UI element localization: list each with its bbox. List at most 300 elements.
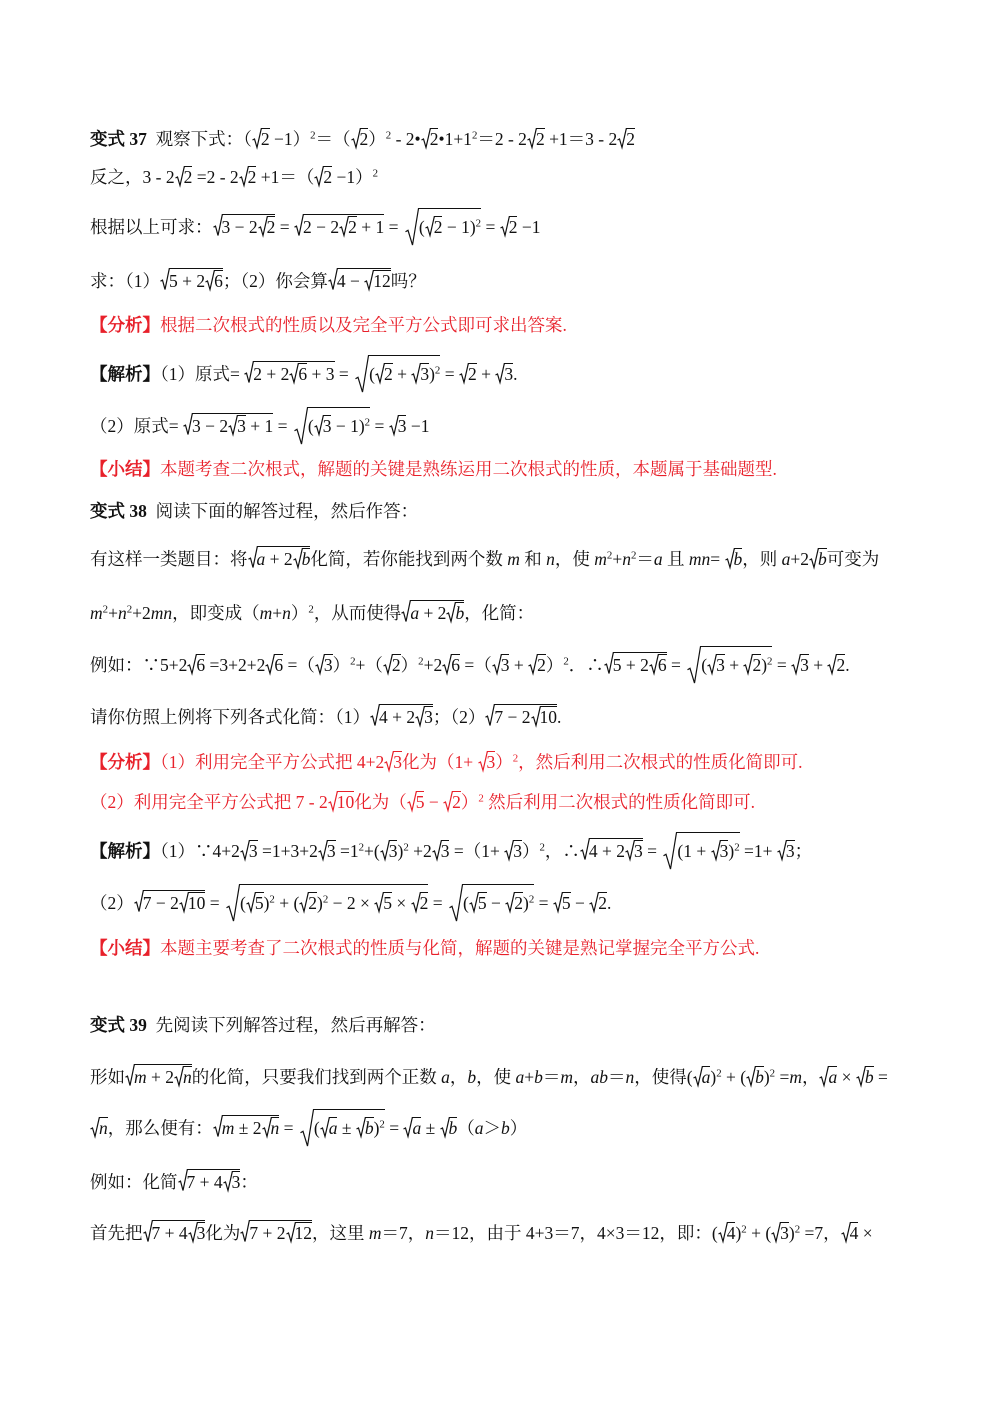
math-variable: a [328, 1118, 338, 1138]
text-run: 2 [419, 893, 429, 913]
radical-sign-icon [469, 892, 479, 912]
problem-38-intro-line1 [90, 547, 879, 571]
square-root-large [355, 364, 440, 384]
square-root [286, 1223, 313, 1243]
text-run: 10 [539, 707, 557, 727]
text-run: 3 [248, 841, 258, 861]
text-run: . [606, 893, 612, 913]
text-run: + ( [274, 893, 300, 913]
radical-sign-icon [228, 415, 238, 435]
math-variable: a [781, 549, 791, 569]
radical-sign-icon [262, 1117, 272, 1137]
text-run: ) [397, 841, 404, 861]
text-run: =1 [335, 841, 359, 861]
radical-sign-icon [442, 654, 452, 674]
square-root [240, 841, 258, 861]
radicand [232, 1171, 241, 1192]
math-variable: b [364, 1118, 374, 1138]
square-root [485, 707, 557, 727]
text-run: （2）原式= [90, 416, 183, 436]
radical-sign-icon [125, 1064, 135, 1086]
square-root [411, 364, 429, 384]
math-variable: m [259, 603, 273, 623]
text-run: 3 [440, 841, 450, 861]
text-run: ± [337, 1118, 356, 1138]
text-run: −1 [406, 416, 430, 436]
text-run: （ [457, 1118, 475, 1138]
radical-sign-icon [707, 654, 717, 674]
radicand [463, 884, 534, 913]
text-run: 7 − 2 [494, 707, 531, 727]
superscript: 2 [512, 752, 519, 765]
radicand [188, 892, 206, 913]
text-run: 2 [308, 893, 318, 913]
text-run: 2 [836, 655, 846, 675]
square-root [771, 1223, 789, 1243]
radicand [240, 884, 428, 913]
radicand [360, 128, 369, 149]
radicand [716, 654, 725, 675]
text-run: ) [763, 1067, 770, 1087]
text-run: = [279, 1118, 298, 1138]
bold-label: 【分析】 [90, 315, 160, 335]
text-run: + [524, 1067, 535, 1087]
radical-sign-icon [293, 548, 303, 568]
square-root [841, 1223, 859, 1243]
square-root [819, 1067, 837, 1087]
text-run: 可变为 [826, 549, 880, 569]
square-root [175, 167, 193, 187]
radical-sign-icon [205, 270, 215, 290]
radicand [329, 1117, 338, 1138]
text-run: ) [429, 364, 435, 384]
text-run: 2 [183, 167, 193, 187]
text-run: ，∴ [544, 841, 580, 861]
radicand [537, 654, 546, 675]
square-root [265, 655, 283, 675]
radical-sign-icon [446, 602, 456, 622]
radical-sign-icon [374, 892, 384, 912]
radicand [410, 600, 464, 623]
radicand [392, 654, 401, 675]
square-root [328, 271, 391, 291]
radical-sign-icon [459, 363, 469, 383]
text-run: 2 [752, 655, 762, 675]
radical-sign-icon [244, 361, 254, 383]
math-variable: m [560, 1067, 574, 1087]
superscript: 2 [269, 893, 275, 906]
text-run: 和 [519, 549, 547, 569]
radical-sign-icon [421, 128, 431, 148]
square-root [693, 1067, 711, 1087]
text-run: 3 [393, 752, 402, 772]
radical-sign-icon [300, 1109, 314, 1147]
square-root [711, 841, 729, 861]
square-root [401, 603, 464, 623]
radicand [828, 1066, 837, 1087]
text-run: − [486, 893, 506, 913]
square-root [239, 167, 257, 187]
square-root [432, 841, 450, 861]
square-root [183, 416, 273, 436]
radicand [701, 646, 772, 675]
radical-sign-icon [265, 654, 275, 674]
text-run: 吗？ [390, 271, 426, 291]
radicand [420, 363, 429, 384]
bold-label: 变式 37 [90, 129, 147, 149]
superscript: 2 [102, 603, 109, 616]
problem-38-analysis-part2 [90, 790, 755, 814]
radicand [452, 791, 461, 812]
text-run: − 1) [442, 217, 476, 237]
square-root [228, 416, 246, 436]
square-root [188, 1223, 206, 1243]
radicand [99, 1117, 108, 1138]
text-run: +1＝3 - 2 [544, 129, 618, 149]
text-run: +1＝（ [256, 167, 315, 187]
text-run: 2 [247, 167, 257, 187]
math-variable: b [301, 549, 311, 569]
square-root [791, 655, 809, 675]
text-run: 2 [348, 217, 357, 237]
radical-sign-icon [183, 413, 193, 435]
radicand [143, 890, 206, 913]
text-run: ) [710, 1067, 717, 1087]
radicand [383, 892, 392, 913]
square-root [411, 893, 429, 913]
square-root-large [449, 893, 534, 913]
text-run: 本题考查二次根式，解题的关键是熟练运用二次根式的性质，本题属于基础题型. [160, 459, 777, 479]
text-run: 化为（ [354, 792, 407, 812]
radicand [255, 892, 264, 913]
text-run: 2 [391, 655, 401, 675]
text-run: 2 [626, 129, 636, 149]
math-variable: a [701, 1067, 711, 1087]
text-run: + [612, 549, 623, 569]
square-root [289, 364, 307, 384]
math-variable: mn [688, 549, 711, 569]
math-variable: a [515, 1067, 525, 1087]
text-run: ，使 [476, 1067, 516, 1087]
radical-sign-icon [827, 654, 837, 674]
superscript: 2 [434, 364, 441, 377]
text-run: 2 [260, 129, 270, 149]
superscript: 2 [322, 893, 329, 906]
superscript: 2 [364, 416, 371, 429]
radical-sign-icon [179, 892, 189, 912]
text-run: ， [573, 1067, 591, 1087]
text-run: ) [761, 655, 768, 675]
superscript: 2 [563, 655, 569, 668]
text-run: = [428, 893, 448, 913]
square-root [421, 129, 439, 149]
bold-label: 【解析】 [90, 364, 160, 384]
square-root [374, 893, 392, 913]
text-run: 10 [187, 893, 206, 913]
text-run: = [666, 655, 686, 675]
math-variable: m [90, 603, 103, 623]
radicand [169, 268, 223, 291]
radical-sign-icon [239, 166, 249, 186]
math-variable: a [653, 549, 663, 569]
text-run: 5 [254, 893, 264, 913]
radical-sign-icon [743, 654, 753, 674]
text-run: 然后利用二次根式的性质化简即可. [483, 792, 755, 812]
text-run: 2 [359, 129, 369, 149]
radicand [134, 1064, 192, 1087]
square-root [500, 217, 518, 237]
square-root [649, 655, 667, 675]
radical-sign-icon [320, 1117, 330, 1137]
radicand [800, 654, 809, 675]
radical-sign-icon [777, 840, 787, 860]
text-run: 且 [662, 549, 689, 569]
radicand [183, 1066, 192, 1087]
problem-38-question [90, 705, 561, 729]
math-variable: m [594, 549, 607, 569]
problem-39-heading [90, 1013, 436, 1037]
problem-39-example-step1 [90, 1221, 873, 1245]
radicand [261, 128, 270, 149]
text-run: − 1) [331, 416, 365, 436]
text-run: ( [369, 364, 375, 384]
problem-37-heading [90, 127, 635, 151]
bold-label: 【分析】 [90, 752, 160, 772]
text-run: 3 [323, 655, 333, 675]
text-run: ，从而使得 [313, 603, 402, 623]
radical-sign-icon [174, 1066, 184, 1086]
radical-sign-icon [432, 840, 442, 860]
radicand [424, 706, 433, 727]
radical-sign-icon [478, 751, 488, 771]
text-run: 本题主要考查了二次根式的性质与化简，解题的关键是熟记掌握完全平方公式. [160, 938, 760, 958]
problem-38-intro-line2 [90, 601, 534, 625]
text-run: 3 [388, 841, 398, 861]
math-variable: b [455, 603, 465, 623]
square-root [443, 792, 461, 812]
radical-sign-icon [90, 1117, 100, 1137]
square-root [425, 217, 443, 237]
square-root [527, 129, 545, 149]
square-root [244, 364, 334, 384]
square-root [389, 416, 407, 436]
radicand [562, 892, 571, 913]
square-root [252, 129, 270, 149]
radicand [398, 415, 407, 436]
superscript: 2 [741, 1223, 747, 1236]
radicand [780, 1222, 789, 1243]
text-run: =1+ [739, 841, 777, 861]
radical-sign-icon [725, 548, 735, 568]
text-run: + 2 [265, 549, 293, 569]
square-root [314, 167, 332, 187]
radical-sign-icon [356, 1117, 366, 1137]
radical-sign-icon [531, 706, 541, 726]
text-run: 3 [513, 841, 522, 861]
radicand [327, 840, 336, 861]
text-run: = [205, 893, 224, 913]
math-variable: b [501, 1118, 510, 1138]
problem-38-analysis-part1 [90, 750, 803, 774]
radicand [248, 166, 257, 187]
radicand [501, 654, 510, 675]
radical-sign-icon [589, 892, 599, 912]
radicand [384, 363, 393, 384]
text-run: ) [728, 841, 735, 861]
text-run: +2 [790, 549, 810, 569]
text-run: 2 [323, 167, 333, 187]
bold-label: 【解析】 [90, 841, 160, 861]
radicand [613, 652, 667, 675]
square-root [299, 893, 317, 913]
text-run: − [424, 792, 444, 812]
math-variable: m [221, 1118, 235, 1138]
superscript: 2 [385, 129, 392, 142]
radical-sign-icon [791, 654, 801, 674]
square-root [777, 841, 795, 861]
square-root [580, 841, 643, 861]
radical-sign-icon [240, 1220, 250, 1242]
square-root [187, 655, 205, 675]
radicand [818, 548, 827, 569]
radicand [222, 214, 276, 237]
radicand [455, 602, 464, 623]
math-variable: b [467, 1067, 477, 1087]
math-variable: m [789, 1067, 802, 1087]
radicand [389, 840, 398, 861]
problem-37-question [90, 269, 426, 293]
text-run: ± 2 [234, 1118, 262, 1138]
square-root [294, 217, 384, 237]
radical-sign-icon [314, 166, 324, 186]
radical-sign-icon [841, 1222, 851, 1242]
text-run: （1）∵4+2 [160, 841, 240, 861]
square-root [383, 655, 401, 675]
square-root [492, 655, 510, 675]
text-run: 5 + 2 [612, 655, 649, 675]
text-run: =2 - 2 [192, 167, 239, 187]
radical-sign-icon [289, 363, 299, 383]
text-run: −1） [332, 167, 373, 187]
radical-sign-icon [411, 892, 421, 912]
problem-38-solution-part2 [90, 891, 611, 915]
text-run: ＝7， [381, 1223, 426, 1243]
superscript: 2 [716, 1067, 722, 1080]
radicand [237, 415, 246, 436]
radicand [337, 268, 391, 291]
radicand [337, 791, 355, 812]
text-run: 7 + 2 [249, 1223, 286, 1243]
text-run: 例如：∵5+2 [90, 655, 188, 675]
radical-sign-icon [375, 363, 385, 383]
square-root [707, 655, 725, 675]
superscript: 2 [379, 1118, 385, 1131]
text-run: + 1 [245, 416, 274, 436]
text-run: 形如 [90, 1067, 125, 1087]
radical-sign-icon [246, 892, 256, 912]
radical-sign-icon [160, 268, 170, 290]
radicand [412, 1117, 421, 1138]
radicand [468, 363, 477, 384]
math-variable: n [282, 603, 291, 623]
text-run: 2 [383, 364, 393, 384]
math-variable: b [733, 549, 743, 569]
square-root [320, 1118, 338, 1138]
radical-sign-icon [213, 214, 223, 236]
radicand [249, 840, 258, 861]
text-run: =（1+ [449, 841, 505, 861]
problem-37-solution-part1 [90, 362, 517, 386]
radical-sign-icon [504, 840, 514, 860]
text-run: 2 [433, 217, 443, 237]
radicand [192, 413, 273, 436]
text-run: 2 − 2 [303, 217, 340, 237]
square-root [364, 271, 391, 291]
problem-38-example [90, 653, 850, 677]
text-run: = [710, 549, 725, 569]
square-root-large [663, 841, 739, 861]
radical-sign-icon [355, 355, 369, 393]
text-run: （1）原式= [160, 364, 245, 384]
radical-sign-icon [449, 884, 463, 922]
text-run: 4 [849, 1223, 859, 1243]
radical-sign-icon [328, 791, 338, 811]
superscript: 2 [418, 655, 424, 668]
radicand [451, 654, 460, 675]
square-root [125, 1067, 192, 1087]
text-run: + ( [746, 1223, 772, 1243]
text-run: ，然后利用二次根式的性质化简即可. [518, 752, 803, 772]
radical-sign-icon [370, 704, 380, 726]
math-variable: mn [150, 603, 173, 623]
text-run: ＝（ [315, 129, 351, 149]
text-run: − 2 × [328, 893, 375, 913]
superscript: 2 [734, 841, 740, 854]
radicand [271, 1117, 280, 1138]
radicand [727, 1222, 736, 1243]
text-run: ＝ [636, 549, 654, 569]
radical-sign-icon [380, 840, 390, 860]
text-run: . [557, 707, 562, 727]
square-root [223, 1172, 241, 1192]
text-run: 例如：化简 [90, 1172, 178, 1192]
text-run: 5 + 2 [169, 271, 206, 291]
text-run: ） [290, 603, 309, 623]
square-root [746, 1067, 764, 1087]
radical-sign-icon [415, 706, 425, 726]
radicand [274, 654, 283, 675]
text-run: +2 [423, 655, 443, 675]
text-run: +（ [355, 655, 383, 675]
radical-sign-icon [384, 751, 394, 771]
radical-sign-icon [134, 890, 144, 912]
square-root [179, 893, 206, 913]
problem-37-reverse-line [90, 165, 378, 189]
radical-sign-icon [294, 214, 304, 236]
text-run: + [509, 655, 529, 675]
radicand [214, 270, 223, 291]
radicand [419, 208, 481, 237]
radicand [513, 840, 522, 861]
square-root [246, 893, 264, 913]
text-run: 3 [500, 655, 510, 675]
square-root [314, 416, 332, 436]
text-run: 7 + 4 [151, 1223, 188, 1243]
text-run: ； [794, 841, 813, 861]
text-run: + [392, 364, 412, 384]
text-run: 3 [424, 707, 433, 727]
text-run: = [873, 1067, 888, 1087]
